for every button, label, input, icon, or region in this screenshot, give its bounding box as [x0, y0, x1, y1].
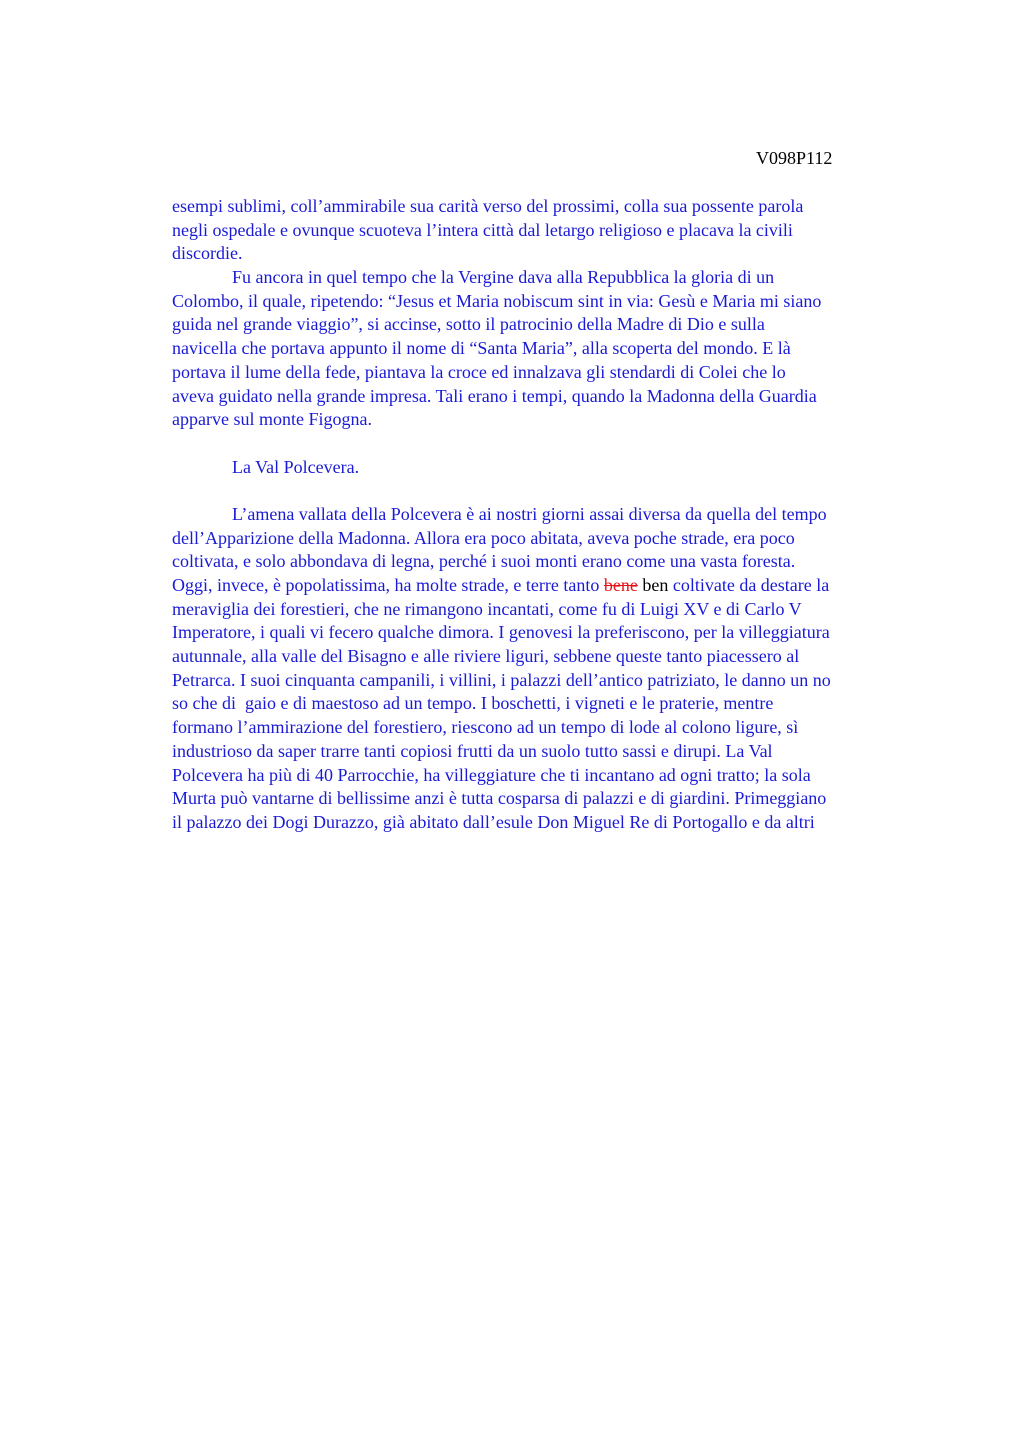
text-line: industrioso da saper trarre tanti copiosi frutti da un suolo tutto sassi e dirupi. La Val: [172, 740, 773, 761]
text-line: coltivata, e solo abbondava di legna, perché i suoi monti erano come una vasta foresta.: [172, 551, 796, 572]
paragraph-2: [172, 266, 932, 432]
text-line: Imperatore, i quali vi fecero qualche dimora. I genovesi la preferiscono, per la villeggiatura: [172, 622, 830, 643]
section-heading: La Val Polcevera.: [232, 456, 360, 477]
deleted-word: bene: [603, 575, 638, 595]
text-line: Murta può vantarne di bellissime anzi è tutta cosparsa di palazzi e di giardini. Primeggiano: [172, 788, 827, 809]
text-segment: coltivate da destare la: [668, 575, 830, 595]
text-line: aveva guidato nella grande impresa. Tali erano i tempi, quando la Madonna della Guardia: [172, 385, 817, 406]
paragraph-1: [172, 195, 932, 266]
text-line: dell’Apparizione della Madonna. Allora era poco abitata, aveva poche strade, era poco: [172, 527, 795, 548]
text-line: discordie.: [172, 243, 243, 264]
text-line: Colombo, il quale, ripetendo: “Jesus et Maria nobiscum sint in via: Gesù e Maria mi siano: [172, 290, 822, 311]
text-line: esempi sublimi, coll’ammirabile sua carità verso del prossimi, colla sua possente parola: [172, 196, 804, 216]
text-line: Fu ancora in quel tempo che la Vergine dava alla Repubblica la gloria di un: [232, 267, 775, 288]
text-line: portava il lume della fede, piantava la croce ed innalzava gli stendardi di Colei che lo: [172, 361, 786, 382]
text-line: autunnale, alla valle del Bisagno e alle riviere liguri, sebbene queste tanto piacessero al: [172, 646, 800, 667]
blank-line: [172, 479, 932, 503]
page-id: V098P112: [756, 148, 833, 168]
text-line: so che di gaio e di maestoso ad un tempo. I boschetti, i vigneti e le praterie, mentre: [172, 693, 774, 714]
blank-line: [172, 432, 932, 456]
text-line: Polcevera ha più di 40 Parrocchie, ha villeggiature che ti incantano ad ogni tratto; la sola: [172, 764, 811, 785]
text-line: L’amena vallata della Polcevera è ai nostri giorni assai diversa da quella del tempo: [232, 503, 827, 524]
inserted-word: ben: [637, 575, 669, 595]
text-line: meraviglia dei forestieri, che ne rimangono incantati, come fu di Luigi XV e di Carlo V: [172, 598, 802, 619]
paragraph-3: [172, 503, 932, 835]
document-body: [172, 195, 932, 835]
text-line: il palazzo dei Dogi Durazzo, già abitato dall’esule Don Miguel Re di Portogallo e da altri: [172, 811, 815, 832]
text-line: apparve sul monte Figogna.: [172, 409, 372, 430]
text-line: navicella che portava appunto il nome di “Santa Maria”, alla scoperta del mondo. E là: [172, 338, 791, 359]
text-line-with-revision: [172, 574, 932, 598]
text-line: formano l’ammirazione del forestiero, riescono ad un tempo di lode al colono ligure, sì: [172, 717, 799, 738]
text-line: negli ospedale e ovunque scuoteva l’intera città dal letargo religioso e placava la civili: [172, 219, 793, 240]
text-line: Petrarca. I suoi cinquanta campanili, i villini, i palazzi dell’antico patriziato, le danno un no: [172, 669, 831, 690]
text-segment: Oggi, invece, è popolatissima, ha molte strade, e terre tanto: [172, 575, 604, 595]
text-line: guida nel grande viaggio”, si accinse, sotto il patrocinio della Madre di Dio e sulla: [172, 314, 765, 335]
